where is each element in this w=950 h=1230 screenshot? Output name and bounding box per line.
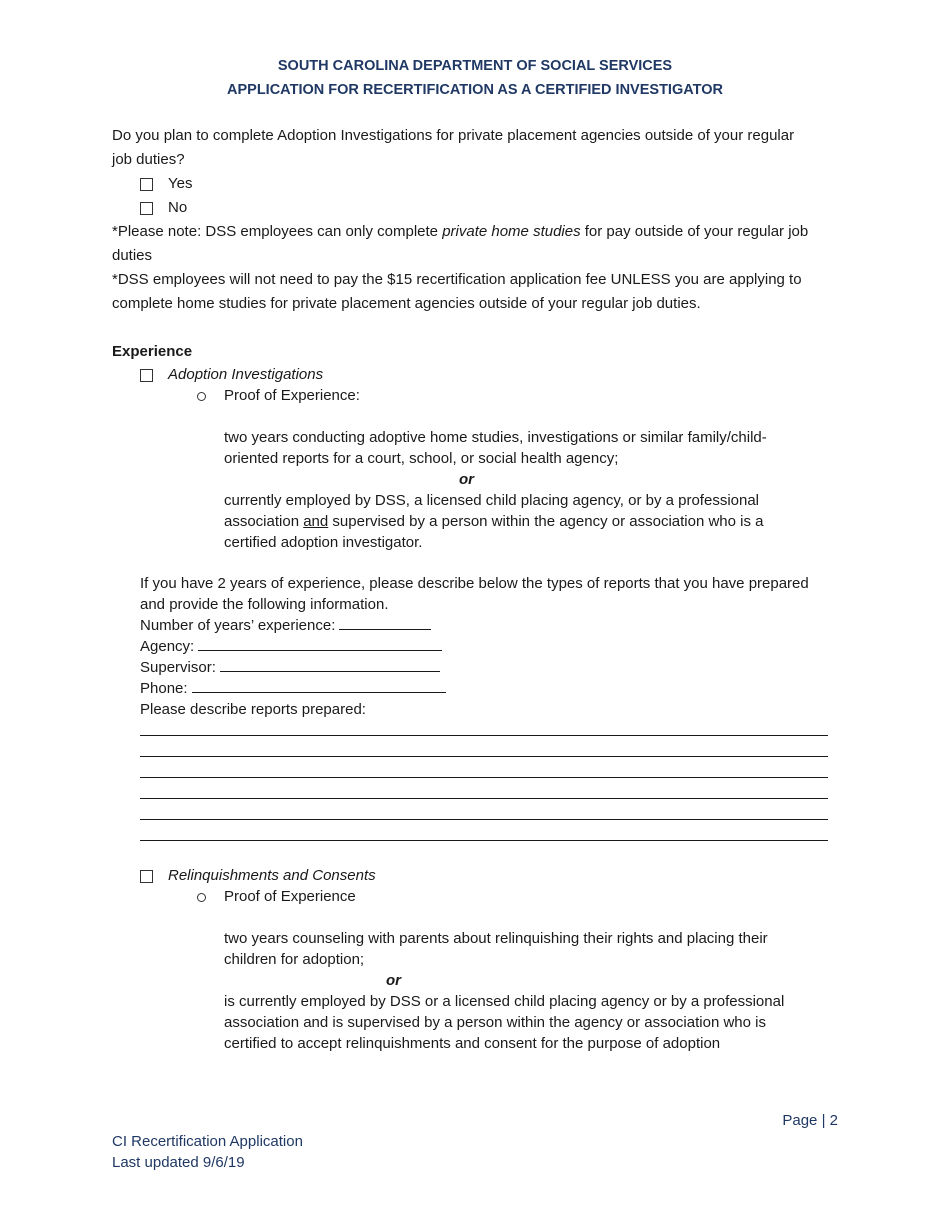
- experience-heading: Experience: [112, 343, 193, 360]
- page-label: Page: [782, 1112, 818, 1129]
- form-intro-line2: and provide the following information.: [140, 596, 389, 613]
- adoption-req2-underlined: and: [303, 513, 329, 530]
- relinquishments-req2-line3: certified to accept relinquishments and consent for the purpose of adoption: [224, 1035, 721, 1052]
- page-number-footer: [782, 1112, 838, 1129]
- header-agency: SOUTH CAROLINA DEPARTMENT OF SOCIAL SERVICES: [277, 58, 673, 74]
- question-text-1: Do you plan to complete Adoption Investigations for private placement agencies outside of your regular: [112, 127, 795, 144]
- note-1: [112, 221, 808, 242]
- years-field-row: [140, 615, 431, 636]
- describe-line[interactable]: [140, 840, 828, 841]
- years-input-line[interactable]: [339, 615, 431, 630]
- footer-doc-name: CI Recertification Application: [112, 1133, 303, 1150]
- describe-label: Please describe reports prepared:: [140, 701, 366, 718]
- header-title: APPLICATION FOR RECERTIFICATION AS A CERTIFIED INVESTIGATOR: [227, 82, 723, 98]
- note-2-line1: *DSS employees will not need to pay the $15 recertification application fee UNLESS you are applying to: [112, 271, 802, 288]
- note-1-part-a: *Please note: DSS employees can only complete: [112, 223, 443, 240]
- note-1-line2: duties: [112, 247, 153, 264]
- adoption-req2-part-c: supervised by a person within the agency or association who is a: [328, 513, 764, 530]
- adoption-proof-label: Proof of Experience:: [224, 387, 360, 404]
- yes-checkbox[interactable]: [140, 178, 153, 191]
- adoption-investigations-checkbox[interactable]: [140, 369, 153, 382]
- relinquishments-req2-line1: is currently employed by DSS or a licensed child placing agency or by a professional: [224, 993, 785, 1010]
- describe-line[interactable]: [140, 798, 828, 799]
- describe-line[interactable]: [140, 777, 828, 778]
- phone-label: Phone:: [140, 680, 188, 697]
- phone-field-row: [140, 678, 446, 699]
- relinquishments-proof-label: Proof of Experience: [224, 888, 356, 905]
- relinquishments-or: or: [386, 972, 401, 989]
- question-text-2: job duties?: [112, 151, 185, 168]
- years-label: Number of years’ experience:: [140, 617, 336, 634]
- adoption-investigations-label: Adoption Investigations: [168, 366, 324, 383]
- supervisor-input-line[interactable]: [220, 657, 440, 672]
- adoption-req2-line3: certified adoption investigator.: [224, 534, 423, 551]
- agency-input-line[interactable]: [198, 636, 442, 651]
- describe-line[interactable]: [140, 735, 828, 736]
- adoption-req2-line1: currently employed by DSS, a licensed child placing agency, or by a professional: [224, 492, 760, 509]
- no-checkbox[interactable]: [140, 202, 153, 215]
- page-number: 2: [829, 1112, 838, 1129]
- adoption-req2-line2: [224, 511, 764, 532]
- agency-field-row: [140, 636, 442, 657]
- agency-label: Agency:: [140, 638, 195, 655]
- bullet-circle-icon: [197, 392, 206, 401]
- adoption-req2-part-a: association: [224, 513, 304, 530]
- supervisor-label: Supervisor:: [140, 659, 216, 676]
- page-separator: |: [821, 1112, 826, 1129]
- adoption-or: or: [459, 471, 474, 488]
- adoption-req1-line2: oriented reports for a court, school, or social health agency;: [224, 450, 619, 467]
- note-2-line2: complete home studies for private placement agencies outside of your regular job duties.: [112, 295, 701, 312]
- yes-label: Yes: [168, 175, 193, 192]
- describe-line[interactable]: [140, 819, 828, 820]
- adoption-req1-line1: two years conducting adoptive home studies, investigations or similar family/child-: [224, 429, 767, 446]
- supervisor-field-row: [140, 657, 440, 678]
- relinquishments-label: Relinquishments and Consents: [168, 867, 376, 884]
- relinquishments-req1-line2: children for adoption;: [224, 951, 365, 968]
- no-label: No: [168, 199, 188, 216]
- describe-line[interactable]: [140, 756, 828, 757]
- relinquishments-req1-line1: two years counseling with parents about relinquishing their rights and placing their: [224, 930, 768, 947]
- note-1-part-c: for pay outside of your regular job: [580, 223, 809, 240]
- relinquishments-req2-line2: association and is supervised by a person within the agency or association who is: [224, 1014, 766, 1031]
- relinquishments-checkbox[interactable]: [140, 870, 153, 883]
- note-1-emphasis: private home studies: [442, 223, 581, 240]
- bullet-circle-icon: [197, 893, 206, 902]
- footer-updated: Last updated 9/6/19: [112, 1154, 245, 1171]
- form-intro-line1: If you have 2 years of experience, please describe below the types of reports that you have prepared: [140, 575, 809, 592]
- phone-input-line[interactable]: [192, 678, 446, 693]
